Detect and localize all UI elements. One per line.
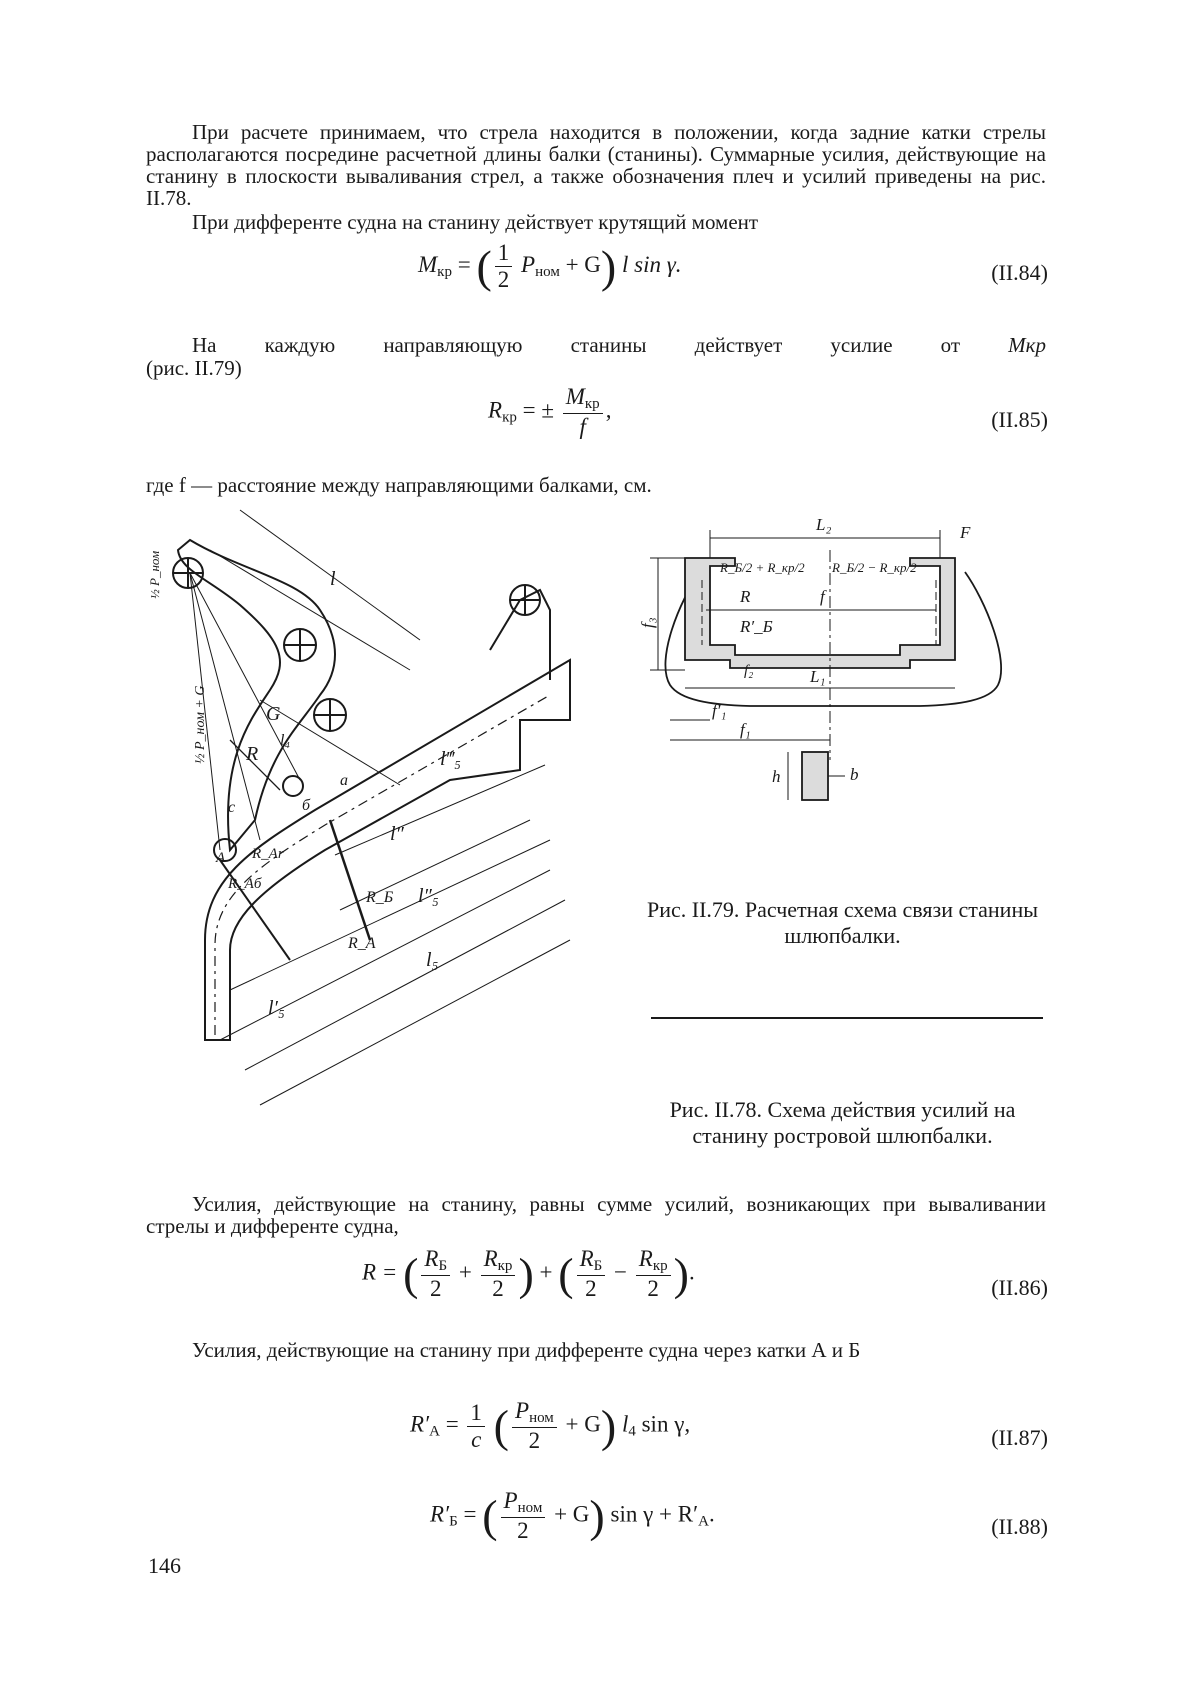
label-r: R <box>246 743 259 765</box>
equation-ii84: $M_{кр}$ = ( $\frac{1}{2}$ $P_{ном} + G$) l sin γ. <box>418 240 682 292</box>
label-c: c <box>228 799 236 816</box>
figure-ii79-caption: Рис. II.79. Расчетная схема связи станины шлюпбалки. <box>646 897 1039 948</box>
label-ra: R_A <box>348 935 376 952</box>
label-f1p: f′₁ <box>712 701 727 720</box>
label-l5ppp: l‴₅ <box>440 748 461 770</box>
equation-number-ii87: (II.87) <box>991 1425 1048 1450</box>
label-l1: L₁ <box>810 667 826 686</box>
label-a-roller: А <box>216 850 226 866</box>
label-b-fig79: b <box>850 765 859 784</box>
label-rb-pos: R_Б/2 + R_кр/2 <box>720 560 805 575</box>
paragraph-fig-ref: (рис. II.79) <box>146 356 242 380</box>
mkr-symbol: Mкр <box>1008 333 1046 357</box>
label-l4: l₄ <box>280 732 291 749</box>
label-pnom-top: ½ P_ном <box>147 550 162 599</box>
label-l: l <box>330 568 336 590</box>
label-f: f <box>820 587 825 606</box>
figure-ii78-caption: Рис. II.78. Схема действия усилий на станину ростровой шлюпбалки. <box>669 1097 1016 1148</box>
paragraph-guide-force: На каждую направляющую станины действует усилие от Mкр <box>192 333 1046 357</box>
label-l5p: l′₅ <box>268 997 285 1019</box>
equation-ii87: $R'_А$ = $\frac{1}{c}$ ( $\frac{P_{ном}}{2}$ + G) $l_4$ sin γ, <box>410 1398 691 1453</box>
equation-number-ii85: (II.85) <box>991 407 1048 432</box>
label-pnom-g: ½ P_ном + G <box>193 685 208 764</box>
label-b: б <box>302 797 311 814</box>
label-h: h <box>772 767 781 786</box>
label-f1: f₁ <box>740 720 751 739</box>
label-l5pp: l″ <box>390 823 404 845</box>
label-rb-prime: R′_Б <box>740 617 773 636</box>
page-number: 146 <box>148 1553 181 1578</box>
figure-ii79-diagram <box>638 515 1040 850</box>
caption-divider <box>651 1017 1043 1019</box>
equation-number-ii84: (II.84) <box>991 260 1048 285</box>
label-rab: R_Aб <box>228 876 262 892</box>
equation-ii85: $R_{кр}$ = ± $\frac{M_{кр}}{f}$ , <box>488 384 612 439</box>
equation-number-ii86: (II.86) <box>991 1275 1048 1300</box>
label-rb-neg: R_Б/2 − R_кр/2 <box>832 560 917 575</box>
paragraph-f-definition: где f — расстояние между направляющими балками, см. <box>146 473 652 497</box>
label-a: a <box>340 772 348 789</box>
label-f-capital: F <box>960 523 971 542</box>
label-l5p2: l″₅ <box>418 885 439 907</box>
label-rar: R_Ar <box>252 846 284 862</box>
label-l5: l₅ <box>426 949 439 971</box>
equation-ii88: $R'_Б$ = ( $\frac{P_{ном}}{2}$ + G) $\sin \gamma + R'_А$. <box>430 1488 715 1543</box>
paragraph-sum-forces: Усилия, действующие на станину, равны сумме усилий, возникающих при вываливании стрелы и дифференте судна, <box>146 1192 1046 1238</box>
label-r-fig79: R <box>740 587 751 606</box>
equation-number-ii88: (II.88) <box>991 1514 1048 1539</box>
paragraph-moment-intro: При дифференте судна на станину действует крутящий момент <box>192 210 759 234</box>
figure-ii78-diagram <box>147 520 600 1160</box>
label-f3: f₃ <box>638 617 657 628</box>
paragraph-intro: При расчете принимаем, что стрела находится в положении, когда задние катки стрелы располагаются посредине расчетной длины балки (станины). Суммарные усилия, действующие на станину в плоскости вываливания стрел, а также обозначения плеч и усилий приведены на рис. II.78. <box>146 120 1046 210</box>
label-l2: L₂ <box>816 515 832 534</box>
paragraph-rollers: Усилия, действующие на станину при дифференте судна через катки А и Б <box>192 1338 861 1362</box>
equation-ii86: R = ( $\frac{R_Б}{2}$ + $\frac{R_{кр}}{2}$ ) + ( $\frac{R_Б}{2}$ − $\frac{R_{кр}}{2}$ ). <box>362 1246 695 1301</box>
label-g: G <box>266 703 281 725</box>
label-f2: f₂ <box>744 663 754 679</box>
label-rb: R_Б <box>366 889 394 906</box>
